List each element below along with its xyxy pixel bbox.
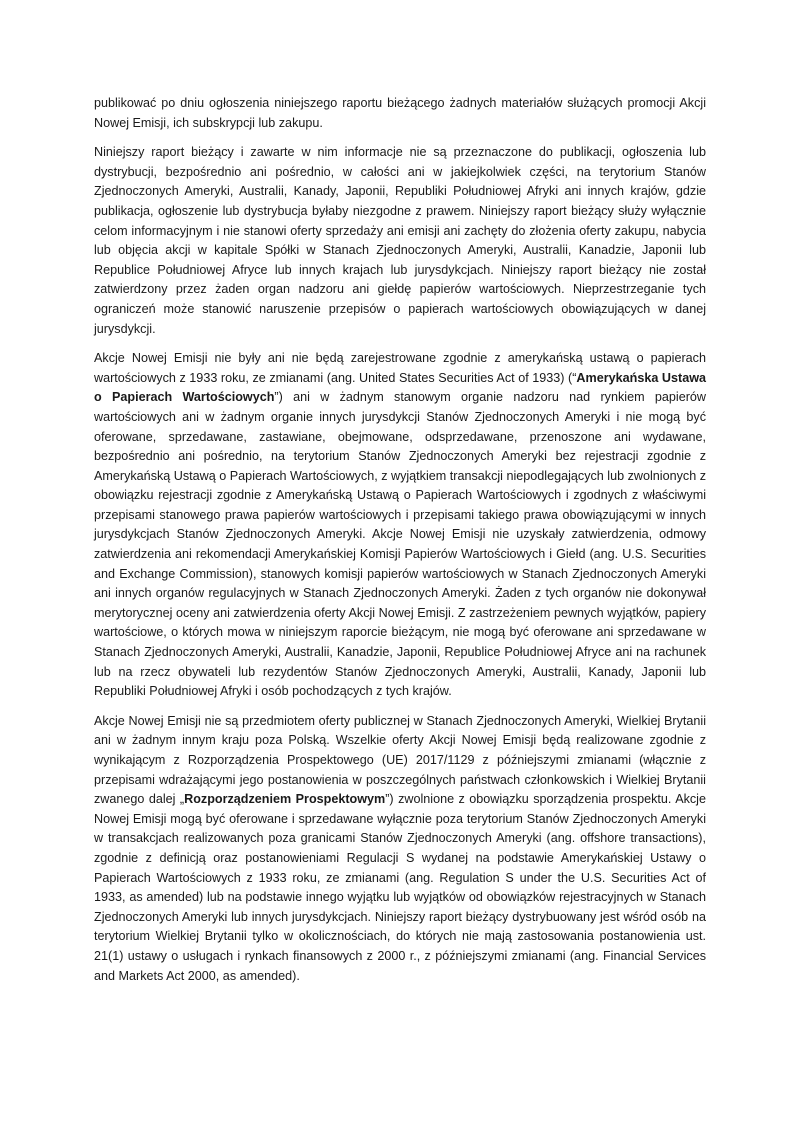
- paragraph-us-securities-act: [94, 349, 706, 702]
- paragraph-prospectus-regulation: [94, 712, 706, 986]
- paragraph-text: Akcje Nowej Emisji nie były ani nie będą zarejestrowane zgodnie z amerykańską ustawą o papierach wartościowych z 1933 roku, ze zmianami (ang. United States Securities Act of 1933) (“: [94, 351, 706, 385]
- paragraph-text: publikować po dniu ogłoszenia niniejszego raportu bieżącego żadnych materiałów służących promocji Akcji Nowej Emisji, ich subskrypcji lub zakupu.: [94, 96, 706, 130]
- paragraph-distribution-restriction: [94, 143, 706, 339]
- defined-term-prospectus-regulation: Rozporządzeniem Prospektowym: [184, 792, 386, 807]
- paragraph-text: Akcje Nowej Emisji nie są przedmiotem oferty publicznej w Stanach Zjednoczonych Ameryki, Wielkiej Brytanii ani w żadnym innym kraju poza Polską. Wszelkie oferty Akcji Nowej Emisji będą realizowane zgodnie z wynikającym z Rozporządzenia Prospektowego (UE) 2017/1129 z późniejszymi zmianami (włącznie z przepisami wdrażającymi jego postanowienia w poszczególnych państwach członkowskich i Wielkiej Brytanii zwanego dalej „: [94, 713, 706, 807]
- paragraph-promotion-restriction: [94, 94, 706, 133]
- document-page: [94, 94, 706, 996]
- paragraph-text: ”) zwolnione z obowiązku sporządzenia prospektu. Akcje Nowej Emisji mogą być oferowane i sprzedawane wyłącznie poza terytorium Stanów Zjednoczonych Ameryki w transakcjach realizowanych poza granicami Stanów Zjednoczonych Ameryki (ang. offshore transactions), zgodnie z definicją oraz postanowieniami Regulacji S wydanej na podstawie Amerykańskiej Ustawy o Papierach Wartościowych z 1933 roku, ze zmianami (ang. Regulation S under the U.S. Securities Act of 1933, as amended) lub na podstawie innego wyjątku lub wyjątków od obowiązków rejestracyjnych w Stanach Zjednoczonych Ameryki lub innych jurysdykcjach. Niniejszy raport bieżący dystrybuowany jest wśród osób na terytorium Wielkiej Brytanii tylko w okolicznościach, do których nie mają zastosowania postanowienia ust. 21(1) ustawy o usługach i rynkach finansowych z 2000 r., z późniejszymi zmianami (ang. Financial Services and Markets Act 2000, as amended).: [94, 792, 706, 983]
- defined-term-us-securities-act: Amerykańska Ustawa o Papierach Wartościowych: [94, 370, 706, 405]
- paragraph-text: ”) ani w żadnym stanowym organie nadzoru nad rynkiem papierów wartościowych ani w żadnym organie innych jurysdykcji Stanów Zjednoczonych Ameryki i nie mogą być oferowane, sprzedawane, zastawiane, obejmowane, odsprzedawane, przenoszone ani wydawane, bezpośrednio ani pośrednio, na terytorium Stanów Zjednoczonych Ameryki bez rejestracji zgodnie z Amerykańską Ustawą o Papierach Wartościowych, z wyjątkiem transakcji niepodlegających lub zwolnionych z obowiązku rejestracji zgodnie z Amerykańską Ustawą o Papierach Wartościowych i zgodnych z właściwymi przepisami stanowego prawa papierów wartościowych i przepisami takiego prawa obowiązującymi w innych jurysdykcjach Stanów Zjednoczonych Ameryki. Akcje Nowej Emisji nie uzyskały zatwierdzenia, odmowy zatwierdzenia ani rekomendacji Amerykańskiej Komisji Papierów Wartościowych i Giełd (ang. U.S. Securities and Exchange Commission), stanowych komisji papierów wartościowych w Stanach Zjednoczonych Ameryki ani innych organów regulacyjnych w Stanach Zjednoczonych Ameryki. Żaden z tych organów nie dokonywał merytorycznej oceny ani zatwierdzenia oferty Akcji Nowej Emisji. Z zastrzeżeniem pewnych wyjątków, papiery wartościowe, o których mowa w niniejszym raporcie bieżącym, nie mogą być oferowane ani sprzedawane w Stanach Zjednoczonych Ameryki, Australii, Kanadzie, Japonii, Republice Południowej Afryce ani na rachunek lub na rzecz obywateli lub rezydentów Stanów Zjednoczonych Ameryki, Australii, Kanady, Japonii lub Republiki Południowej Afryki i osób pochodzących z tych krajów.: [94, 390, 706, 699]
- paragraph-text: Niniejszy raport bieżący i zawarte w nim informacje nie są przeznaczone do publikacji, ogłoszenia lub dystrybucji, bezpośrednio ani pośrednio, w całości ani w jakiejkolwiek części, na terytorium Stanów Zjednoczonych Ameryki, Australii, Kanady, Japonii, Republiki Południowej Afryki ani innych krajów, gdzie publikacja, ogłoszenie lub dystrybucja byłaby niezgodne z prawem. Niniejszy raport bieżący służy wyłącznie celom informacyjnym i nie stanowi oferty sprzedaży ani emisji ani zachęty do złożenia oferty zakupu, nabycia lub objęcia akcji w kapitale Spółki w Stanach Zjednoczonych Ameryki, Australii, Kanadzie, Japonii lub Republice Południowej Afryce lub innych krajach lub jurysdykcjach. Niniejszy raport bieżący nie został zatwierdzony przez żaden organ nadzoru ani giełdę papierów wartościowych. Nieprzestrzeganie tych ograniczeń może stanowić naruszenie przepisów o papierach wartościowych obowiązujących w danej jurysdykcji.: [94, 145, 706, 336]
